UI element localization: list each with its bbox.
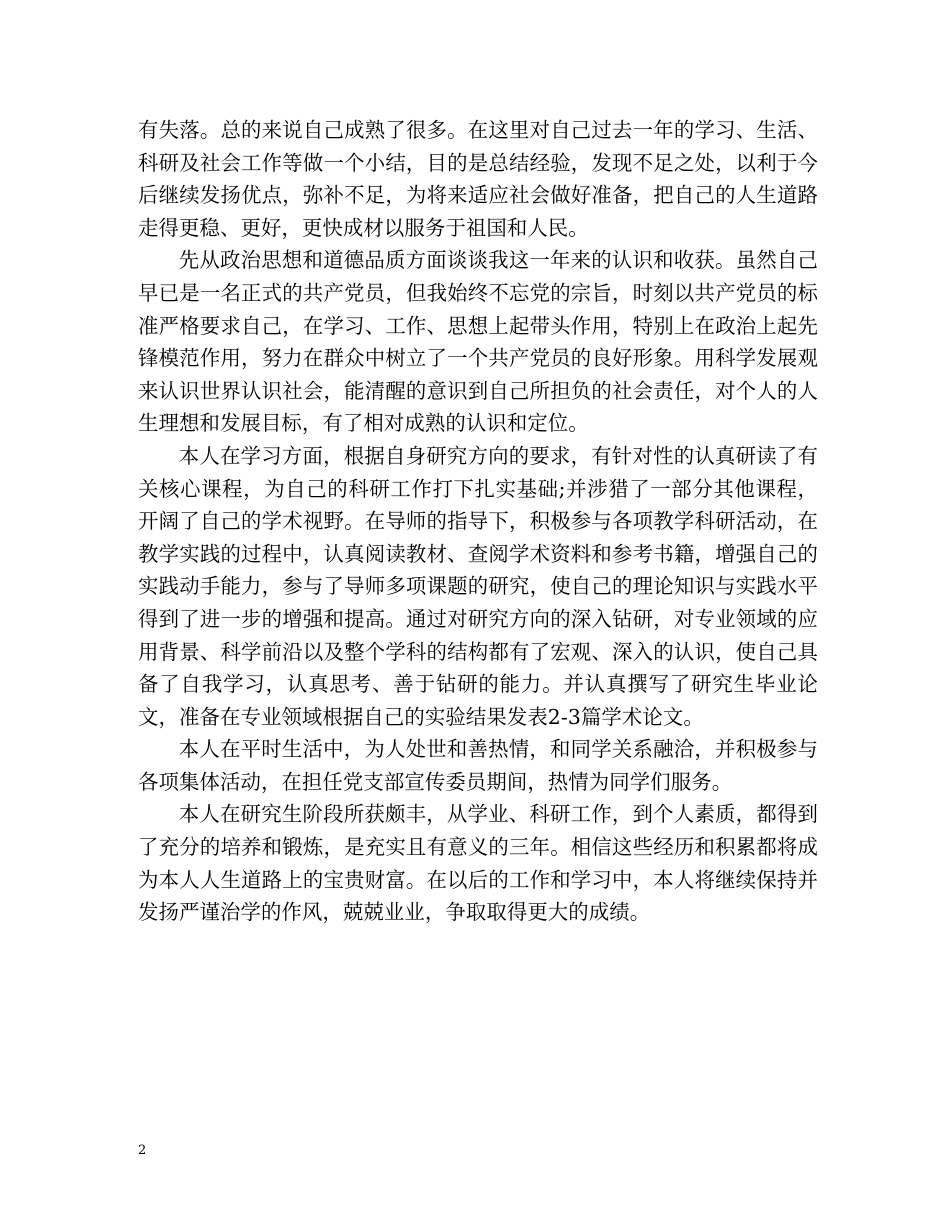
page-number: 2 (138, 1143, 147, 1158)
paragraph-2: 先从政治思想和道德品质方面谈谈我这一年来的认识和收获。虽然自己早已是一名正式的共产党员，但我始终不忘党的宗旨，时刻以共产党员的标准严格要求自己，在学习、工作、思想上起带头作用，特别上在政治上起先锋模范作用，努力在群众中树立了一个共产党员的良好形象。用科学发展观来认识世界认识社会，能清醒的意识到自己所担负的社会责任，对个人的人生理想和发展目标，有了相对成熟的认识和定位。 (138, 248, 818, 436)
document-body (138, 114, 818, 929)
paragraph-1: 有失落。总的来说自己成熟了很多。在这里对自己过去一年的学习、生活、科研及社会工作等做一个小结，目的是总结经验，发现不足之处，以利于今后继续发扬优点，弥补不足，为将来适应社会做好准备，把自己的人生道路走得更稳、更好，更快成材以服务于祖国和人民。 (138, 118, 818, 240)
paragraph-4: 本人在平时生活中，为人处世和善热情，和同学关系融洽，并积极参与各项集体活动，在担任党支部宣传委员期间，热情为同学们服务。 (138, 737, 818, 794)
paragraph-3: 本人在学习方面，根据自身研究方向的要求，有针对性的认真研读了有关核心课程，为自己的科研工作打下扎实基础;并涉猎了一部分其他课程，开阔了自己的学术视野。在导师的指导下，积极参与各项教学科研活动，在教学实践的过程中，认真阅读教材、查阅学术资料和参考书籍，增强自己的实践动手能力，参与了导师多项课题的研究，使自己的理论知识与实践水平得到了进一步的增强和提高。通过对研究方向的深入钻研，对专业领域的应用背景、科学前沿以及整个学科的结构都有了宏观、深入的认识，使自己具备了自我学习，认真思考、善于钻研的能力。并认真撰写了研究生毕业论文，准备在专业领域根据自己的实验结果发表2-3篇学术论文。 (138, 443, 818, 729)
paragraph-5: 本人在研究生阶段所获颇丰，从学业、科研工作，到个人素质，都得到了充分的培养和锻炼，是充实且有意义的三年。相信这些经历和积累都将成为本人人生道路上的宝贵财富。在以后的工作和学习中，本人将继续保持并发扬严谨治学的作风，兢兢业业，争取取得更大的成绩。 (138, 802, 818, 925)
